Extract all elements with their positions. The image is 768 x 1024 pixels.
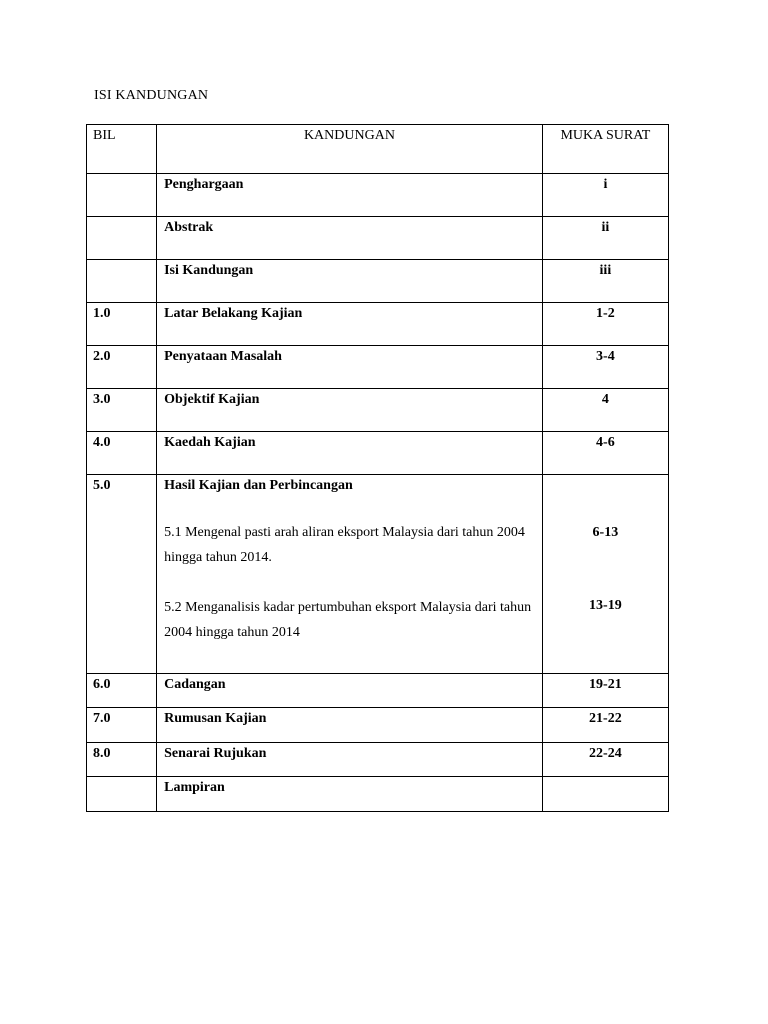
header-bil: BIL — [87, 125, 157, 174]
table-row — [87, 432, 669, 475]
table-row — [87, 777, 669, 812]
row-bil — [87, 174, 157, 217]
row-kandungan: Penghargaan — [157, 174, 543, 217]
row-muka-surat: 3-4 — [542, 346, 668, 389]
table-row — [87, 708, 669, 743]
row-muka-surat: 19-21 — [542, 674, 668, 708]
row-bil: 7.0 — [87, 708, 157, 743]
row-muka-surat: 4 — [542, 389, 668, 432]
row-bil: 8.0 — [87, 743, 157, 777]
table-row — [87, 389, 669, 432]
row-kandungan: Abstrak — [157, 217, 543, 260]
row-bil: 1.0 — [87, 303, 157, 346]
row-muka-surat — [542, 777, 668, 812]
row-muka-surat: iii — [542, 260, 668, 303]
row-kandungan: Latar Belakang Kajian — [157, 303, 543, 346]
row-kandungan: Senarai Rujukan — [157, 743, 543, 777]
header-kandungan: KANDUNGAN — [157, 125, 543, 174]
table-row — [87, 174, 669, 217]
row-bil: 6.0 — [87, 674, 157, 708]
header-muka-surat: MUKA SURAT — [542, 125, 668, 174]
subsection-5-2: 5.2 Menganalisis kadar pertumbuhan eksport Malaysia dari tahun 2004 hingga tahun 2014 — [164, 600, 532, 640]
row-kandungan: Rumusan Kajian — [157, 708, 543, 743]
row-bil — [87, 260, 157, 303]
row-bil — [87, 217, 157, 260]
row-bil: 4.0 — [87, 432, 157, 475]
row-kandungan: Cadangan — [157, 674, 543, 708]
row-muka-surat: 1-2 — [542, 303, 668, 346]
row-muka-surat: 21-22 — [542, 708, 668, 743]
table-row — [87, 346, 669, 389]
row-bil: 3.0 — [87, 389, 157, 432]
subsection-5-1: 5.1 Mengenal pasti arah aliran eksport Malaysia dari tahun 2004 hingga tahun 2014. — [164, 525, 525, 565]
table-row — [87, 743, 669, 777]
table-row — [87, 260, 669, 303]
table-row — [87, 303, 669, 346]
row-kandungan: Lampiran — [157, 777, 543, 812]
table-row — [87, 217, 669, 260]
row-muka-surat-section — [542, 475, 668, 674]
row-kandungan-section — [157, 475, 543, 674]
row-muka-surat: i — [542, 174, 668, 217]
subsection-5-2-page: 13-19 — [589, 598, 622, 613]
toc-table — [86, 124, 669, 812]
row-kandungan: Isi Kandungan — [157, 260, 543, 303]
row-muka-surat: ii — [542, 217, 668, 260]
table-header-row — [87, 125, 669, 174]
row-kandungan: Kaedah Kajian — [157, 432, 543, 475]
page-title: ISI KANDUNGAN — [94, 88, 209, 103]
table-row — [87, 475, 669, 674]
row-muka-surat: 22-24 — [542, 743, 668, 777]
table-row — [87, 674, 669, 708]
subsection-5-1-page: 6-13 — [592, 525, 619, 540]
row-bil — [87, 777, 157, 812]
row-muka-surat: 4-6 — [542, 432, 668, 475]
row-kandungan: Objektif Kajian — [157, 389, 543, 432]
row-bil: 5.0 — [87, 475, 157, 674]
section-heading: Hasil Kajian dan Perbincangan — [164, 478, 353, 493]
row-bil: 2.0 — [87, 346, 157, 389]
row-kandungan: Penyataan Masalah — [157, 346, 543, 389]
